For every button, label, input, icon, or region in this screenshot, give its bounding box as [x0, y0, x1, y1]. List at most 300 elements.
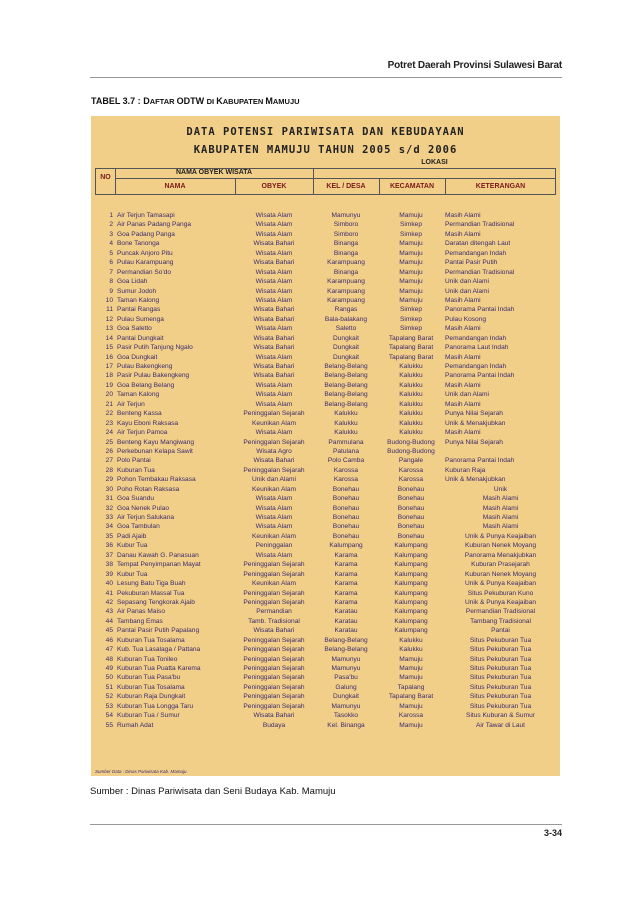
row-keterangan: Tambang Tradisional	[470, 617, 531, 625]
row-obyek: Wisata Alam	[255, 391, 293, 399]
page-number: 3-34	[543, 828, 562, 838]
row-kecamatan: Kalukku	[399, 646, 423, 654]
row-nama: Benteng Kassa	[117, 410, 162, 418]
row-kel-desa: Binanga	[333, 268, 359, 276]
header-divider	[555, 168, 556, 194]
row-nama: Kuburan Raja Dungkait	[117, 693, 186, 701]
header-kel-desa: KEL / DESA	[326, 183, 366, 190]
row-nama: Polo Pantai	[117, 457, 151, 465]
row-keterangan: Situs Pekuburan Tua	[469, 636, 532, 644]
row-kel-desa: Kalumpang	[329, 542, 363, 550]
row-kecamatan: Kalumpang	[394, 561, 428, 569]
row-nama: Air Terjun	[117, 400, 145, 408]
header-divider	[313, 168, 314, 194]
table-row	[95, 296, 556, 305]
row-obyek: Budaya	[262, 721, 286, 729]
row-nama: Kuburan Tua Puatta Karema	[117, 665, 201, 672]
table-row	[95, 371, 556, 380]
row-kel-desa: Karampuang	[327, 296, 365, 304]
row-kecamatan: Kalukku	[399, 363, 423, 370]
row-number: 5	[109, 249, 113, 257]
table-row	[95, 475, 556, 484]
row-kecamatan: Mamuju	[399, 287, 423, 295]
row-keterangan: Permandian Tradisional	[445, 221, 515, 229]
row-kel-desa: Karossa	[333, 476, 359, 484]
row-obyek: Wisata Alam	[255, 268, 293, 276]
row-number: 55	[105, 721, 113, 729]
row-kecamatan: Mamuju	[399, 278, 423, 286]
row-number: 32	[105, 504, 113, 512]
row-kecamatan: Kalukku	[399, 381, 423, 389]
table-row	[95, 551, 556, 560]
row-nama: Permandian So'do	[117, 268, 172, 276]
row-kecamatan: Karossa	[398, 476, 424, 484]
row-kecamatan: Kalukku	[399, 372, 423, 380]
row-number: 42	[105, 598, 113, 606]
table-row	[95, 636, 556, 645]
source-caption: Sumber : Dinas Pariwisata dan Seni Budaya Kab. Mamuju	[90, 786, 336, 797]
row-kecamatan: Mamuju	[399, 665, 423, 672]
row-obyek: Wisata Bahari	[253, 240, 295, 248]
row-number: 29	[105, 476, 113, 484]
row-kel-desa: Belang-Belang	[324, 372, 368, 380]
row-kel-desa: Karatau	[334, 627, 358, 635]
row-obyek: Peninggalan	[255, 542, 293, 550]
table-row	[95, 428, 556, 437]
row-keterangan: Situs Pekuburan Tua	[469, 674, 532, 682]
row-number: 28	[105, 466, 113, 474]
row-nama: Kuburan Tua Longga Taru	[117, 702, 194, 710]
row-nama: Goa Lidah	[117, 278, 148, 286]
table-name-part: K	[216, 96, 223, 106]
row-nama: Goa Padang Panga	[117, 230, 175, 238]
row-keterangan: Situs Pekuburan Tua	[469, 665, 532, 672]
table-row	[95, 258, 556, 267]
row-kecamatan: Karossa	[398, 712, 424, 720]
table-row	[95, 353, 556, 362]
row-obyek: Peninggalan Sejarah	[243, 636, 305, 644]
table-row	[95, 485, 556, 494]
header-kecamatan: KECAMATAN	[389, 183, 435, 190]
row-obyek: Wisata Bahari	[253, 363, 295, 370]
row-number: 35	[105, 532, 113, 540]
row-nama: Pohon Tembakau Raksasa	[117, 476, 196, 484]
table-row	[95, 466, 556, 475]
row-kecamatan: Budong-Budong	[387, 447, 435, 455]
row-nama: Kub. Tua Lasalaga / Pattana	[117, 646, 201, 654]
row-keterangan: Panorama Pantai Indah	[445, 372, 515, 380]
table-row	[95, 390, 556, 399]
row-kecamatan: Bonehau	[397, 532, 425, 540]
row-keterangan: Masih Alami	[445, 381, 481, 389]
table-row	[95, 664, 556, 673]
row-nama: Pasir Putih Tanjung Ngalo	[117, 344, 193, 352]
row-nama: Goa Suandu	[117, 495, 155, 503]
row-kecamatan: Simkep	[400, 325, 422, 333]
row-nama: Puncak Anjoro Pitu	[117, 249, 173, 257]
row-obyek: Peninggalan Sejarah	[243, 646, 305, 654]
row-obyek: Wisata Alam	[255, 325, 293, 333]
table-caption	[91, 96, 300, 106]
row-keterangan: Pemandangan Indah	[445, 249, 507, 257]
row-obyek: Peninggalan Sejarah	[243, 683, 305, 691]
row-kel-desa: Pasa'bu	[334, 674, 358, 682]
row-kecamatan: Kalumpang	[394, 551, 428, 559]
row-kecamatan: Kalukku	[399, 429, 423, 437]
row-number: 27	[105, 457, 113, 465]
table-row	[95, 541, 556, 550]
row-obyek: Peninggalan Sejarah	[243, 655, 305, 663]
row-number: 23	[105, 419, 113, 427]
row-obyek: Keunikan Alam	[252, 580, 296, 588]
row-kel-desa: Dungkait	[332, 353, 360, 361]
row-keterangan: Situs Pekuburan Tua	[469, 683, 532, 691]
row-kecamatan: Bonehau	[397, 485, 425, 493]
row-kel-desa: Karama	[334, 570, 358, 578]
row-number: 54	[105, 712, 113, 720]
row-nama: Sumur Jodoh	[117, 287, 157, 295]
row-kecamatan: Simkep	[400, 315, 422, 323]
row-nama: Sepasang Tengkorak Ajaib	[117, 598, 195, 606]
row-kel-desa: Karama	[334, 551, 358, 559]
row-kel-desa: Mamunyu	[331, 655, 361, 663]
row-obyek: Peninggalan Sejarah	[243, 438, 305, 446]
table-row	[95, 456, 556, 465]
row-number: 3	[109, 230, 113, 238]
table-row	[95, 513, 556, 522]
tourism-data-image	[91, 116, 560, 776]
row-keterangan: Masih Alami	[445, 230, 481, 238]
row-keterangan: Masih Alami	[445, 429, 481, 437]
row-kel-desa: Bonehau	[332, 514, 360, 521]
row-obyek: Unik dan Alami	[252, 476, 296, 484]
row-kecamatan: Bonehau	[397, 495, 425, 503]
row-obyek: Wisata Alam	[255, 495, 293, 503]
table-row	[95, 409, 556, 418]
row-nama: Goa Dungkait	[117, 353, 158, 361]
row-kecamatan: Kalumpang	[394, 627, 428, 635]
row-keterangan: Masih Alami	[445, 212, 481, 219]
row-kecamatan: Mamuju	[399, 674, 423, 682]
row-keterangan: Permandian Tradisional	[445, 268, 515, 276]
table-row	[95, 362, 556, 371]
row-number: 43	[105, 608, 113, 616]
row-kecamatan: Kalumpang	[394, 617, 428, 625]
row-obyek: Peninggalan Sejarah	[243, 410, 305, 418]
row-number: 26	[105, 447, 113, 455]
row-kel-desa: Karatau	[334, 617, 358, 625]
row-number: 16	[105, 353, 113, 361]
row-number: 25	[105, 438, 113, 446]
table-row	[95, 249, 556, 258]
row-obyek: Wisata Bahari	[253, 334, 295, 342]
row-nama: Air Terjun Salukana	[117, 514, 175, 521]
table-name-part: DI	[206, 97, 217, 106]
row-keterangan: Situs Pekuburan Tua	[469, 655, 532, 663]
row-keterangan: Unik & Punya Keajaiban	[464, 598, 537, 606]
row-number: 48	[105, 655, 113, 663]
row-obyek: Wisata Bahari	[253, 259, 295, 267]
row-obyek: Peninggalan Sejarah	[243, 693, 305, 701]
header-no: NO	[100, 174, 111, 181]
panel-subtitle: KABUPATEN MAMUJU TAHUN 2005 s/d 2006	[193, 144, 458, 156]
row-nama: Pulau Karampuang	[117, 259, 174, 267]
row-kecamatan: Mamuju	[399, 721, 423, 729]
row-keterangan: Situs Pekuburan Tua	[469, 702, 532, 710]
row-keterangan: Pemandangan Indah	[445, 363, 507, 370]
row-kel-desa: Rangas	[334, 306, 358, 314]
row-nama: Tempat Penyimpanan Mayat	[117, 561, 201, 569]
table-row	[95, 607, 556, 616]
row-obyek: Wisata Alam	[255, 296, 293, 304]
row-number: 20	[105, 391, 113, 399]
row-kecamatan: Tapalang Barat	[388, 334, 434, 342]
row-kecamatan: Karossa	[398, 466, 424, 474]
table-row	[95, 692, 556, 701]
row-kel-desa: Karampuang	[327, 278, 365, 286]
row-kecamatan: Bonehau	[397, 514, 425, 521]
row-number: 21	[105, 400, 113, 408]
row-obyek: Wisata Bahari	[253, 457, 295, 465]
row-nama: Kuburan Tua Tosalama	[117, 636, 185, 644]
row-kecamatan: Kalukku	[399, 400, 423, 408]
table-row	[95, 570, 556, 579]
table-row	[95, 494, 556, 503]
row-kecamatan: Kalukku	[399, 636, 423, 644]
row-kel-desa: Karampuang	[327, 259, 365, 267]
row-kel-desa: Bonehau	[332, 523, 360, 531]
row-kel-desa: Dungkait	[332, 334, 360, 342]
table-row	[95, 683, 556, 692]
row-kecamatan: Kalukku	[399, 391, 423, 399]
row-number: 47	[105, 646, 113, 654]
row-keterangan: Situs Pekuburan Tua	[469, 693, 532, 701]
row-kel-desa: Mamunyu	[331, 702, 361, 710]
row-keterangan: Kuburan Nenek Moyang	[464, 542, 537, 550]
table-row	[95, 230, 556, 239]
row-kecamatan: Kalumpang	[394, 608, 428, 616]
panel-source-note: Sumber Data : Dinas Pariwisata Kab. Mamuju	[95, 769, 187, 774]
table-row	[95, 721, 556, 730]
row-obyek: Wisata Alam	[255, 287, 293, 295]
table-row	[95, 522, 556, 531]
row-keterangan: Pantai Pasir Putih	[445, 259, 498, 267]
row-obyek: Peninggalan Sejarah	[243, 598, 305, 606]
row-nama: Air Terjun Tamasapi	[117, 212, 175, 219]
row-obyek: Wisata Bahari	[253, 315, 295, 323]
row-keterangan: Situs Kuburan & Sumur	[466, 712, 535, 720]
row-kel-desa: Bonehau	[332, 532, 360, 540]
row-keterangan: Situs Pekuburan Kuno	[467, 589, 534, 597]
row-keterangan: Panorama Pantai Indah	[445, 306, 515, 314]
header-nama: NAMA	[164, 183, 186, 190]
row-kecamatan: Kalukku	[399, 419, 423, 427]
row-kecamatan: Kalumpang	[394, 589, 428, 597]
row-keterangan: Masih Alami	[482, 523, 519, 531]
table-row	[95, 447, 556, 456]
table-name-part: M	[265, 96, 273, 106]
row-kel-desa: Saletto	[335, 325, 357, 333]
row-nama: Padi Ajaib	[117, 532, 147, 540]
row-obyek: Keunikan Alam	[252, 485, 296, 493]
row-number: 6	[109, 259, 113, 267]
row-nama: Taman Kalong	[117, 296, 160, 304]
row-obyek: Wisata Alam	[255, 504, 293, 512]
row-number: 12	[105, 315, 113, 323]
row-keterangan: Panorama Pantai Indah	[445, 457, 515, 465]
table-row	[95, 702, 556, 711]
row-keterangan: Kuburan Prasejarah	[471, 561, 530, 569]
row-keterangan: Panorama Laut Indah	[445, 344, 509, 352]
header-divider	[95, 168, 96, 194]
row-number: 49	[105, 665, 113, 672]
row-keterangan: Unik & Menakjubkan	[445, 476, 506, 484]
row-obyek: Wisata Bahari	[253, 344, 295, 352]
row-number: 38	[105, 561, 113, 569]
row-kel-desa: Bala-balakang	[324, 315, 368, 323]
row-kel-desa: Dungkait	[332, 344, 360, 352]
row-kecamatan: Kalumpang	[394, 570, 428, 578]
row-obyek: Keunikan Alam	[252, 532, 296, 540]
row-number: 33	[105, 514, 113, 521]
table-row	[95, 305, 556, 314]
row-kel-desa: Karossa	[333, 466, 359, 474]
row-nama: Kuburan Tua	[117, 466, 155, 474]
header-obyek: OBYEK	[261, 183, 287, 190]
row-number: 46	[105, 636, 113, 644]
row-keterangan: Unik & Menakjubkan	[445, 419, 506, 427]
row-kel-desa: Karama	[334, 561, 358, 569]
header-rule-mid-left	[115, 178, 313, 179]
row-number: 24	[105, 429, 113, 437]
row-obyek: Wisata Alam	[255, 514, 293, 521]
row-kecamatan: Kalumpang	[394, 542, 428, 550]
row-kel-desa: Karama	[334, 589, 358, 597]
row-kel-desa: Polo Camba	[327, 457, 365, 465]
row-kel-desa: Binanga	[333, 249, 359, 257]
row-kel-desa: Bonehau	[332, 495, 360, 503]
header-group-lokasi: LOKASI	[421, 159, 448, 166]
row-kel-desa: Mamunyu	[331, 665, 361, 672]
row-kecamatan: Tapalang Barat	[388, 344, 434, 352]
row-nama: Air Panas Maiso	[117, 608, 166, 616]
row-number: 31	[105, 495, 113, 503]
row-kel-desa: Mamunyu	[331, 212, 361, 219]
table-row	[95, 579, 556, 588]
row-obyek: Peninggalan Sejarah	[243, 702, 305, 710]
row-nama: Air Terjun Pamoa	[117, 429, 168, 437]
row-number: 52	[105, 693, 113, 701]
row-number: 17	[105, 363, 113, 370]
row-number: 51	[105, 683, 113, 691]
row-kecamatan: Simkep	[400, 221, 422, 229]
row-kecamatan: Simkep	[400, 230, 422, 238]
row-kel-desa: Bonehau	[332, 504, 360, 512]
row-kecamatan: Mamuju	[399, 259, 423, 267]
row-kel-desa: Karampuang	[327, 287, 365, 295]
row-nama: Bone Tanonga	[117, 240, 160, 248]
row-obyek: Wisata Alam	[255, 551, 293, 559]
row-nama: Kuburan Tua Tosalama	[117, 683, 185, 691]
table-prefix: TABEL 3.7 :	[91, 96, 144, 106]
row-obyek: Wisata Alam	[255, 400, 293, 408]
table-row	[95, 268, 556, 277]
row-kel-desa: Pammulana	[328, 438, 364, 446]
row-obyek: Peninggalan Sejarah	[243, 570, 305, 578]
row-keterangan: Daratan ditengah Laut	[445, 240, 511, 248]
table-row	[95, 438, 556, 447]
row-obyek: Keunikan Alam	[252, 419, 296, 427]
row-number: 1	[109, 212, 113, 219]
row-nama: Pasir Pulau Bakengkeng	[117, 372, 190, 380]
row-keterangan: Unik dan Alami	[445, 278, 489, 286]
table-name-part: AMUJU	[272, 97, 300, 106]
table-row	[95, 560, 556, 569]
row-obyek: Wisata Alam	[255, 278, 293, 286]
row-keterangan: Masih Alami	[482, 514, 519, 521]
row-kel-desa: Binanga	[333, 240, 359, 248]
row-number: 18	[105, 372, 113, 380]
table-name-part: ODTW	[176, 96, 207, 106]
row-keterangan: Air Tawar di Laut	[476, 721, 525, 729]
table-row	[95, 287, 556, 296]
row-number: 30	[105, 485, 113, 493]
row-keterangan: Kuburan Nenek Moyang	[464, 570, 537, 578]
row-nama: Pantai Pasir Putih Papalang	[117, 627, 200, 635]
row-number: 41	[105, 589, 113, 597]
row-number: 9	[109, 287, 113, 295]
row-number: 10	[105, 296, 113, 304]
table-row	[95, 598, 556, 607]
row-number: 50	[105, 674, 113, 682]
row-kecamatan: Pangale	[398, 457, 424, 465]
row-number: 36	[105, 542, 113, 550]
row-kel-desa: Belang-Belang	[324, 646, 368, 654]
row-obyek: Wisata Bahari	[253, 306, 295, 314]
row-keterangan: Masih Alami	[445, 296, 481, 304]
row-number: 15	[105, 344, 113, 352]
table-row	[95, 532, 556, 541]
row-kel-desa: Belang-Belang	[324, 400, 368, 408]
row-nama: Kuburan Tua / Sumur	[117, 712, 180, 720]
row-number: 34	[105, 523, 113, 531]
row-kel-desa: Karama	[334, 598, 358, 606]
table-row	[95, 711, 556, 720]
row-number: 39	[105, 570, 113, 578]
row-obyek: Wisata Alam	[255, 523, 293, 531]
row-keterangan: Unik dan Alami	[445, 287, 489, 295]
row-kecamatan: Kalumpang	[394, 598, 428, 606]
row-nama: Kubur Tua	[117, 570, 148, 578]
row-kel-desa: Belang-Belang	[324, 391, 368, 399]
row-keterangan: Unik & Punya Keajaiban	[464, 532, 537, 540]
header-group-nama-obyek: NAMA OBYEK WISATA	[175, 169, 253, 176]
row-nama: Perkebunan Kelapa Sawit	[117, 447, 193, 455]
table-row	[95, 419, 556, 428]
row-keterangan: Kuburan Raja	[445, 466, 486, 474]
row-obyek: Wisata Bahari	[253, 627, 295, 635]
table-row	[95, 277, 556, 286]
row-kel-desa: Belang-Belang	[324, 363, 368, 370]
row-kel-desa: Galung	[335, 683, 357, 691]
row-obyek: Peninggalan Sejarah	[243, 466, 305, 474]
row-keterangan: Pulau Kosong	[445, 315, 487, 323]
panel-title: DATA POTENSI PARIWISATA DAN KEBUDAYAAN	[186, 126, 465, 138]
row-keterangan: Punya Nilai Sejarah	[445, 410, 503, 418]
row-nama: Pantai Rangas	[117, 306, 161, 314]
row-number: 44	[105, 617, 113, 625]
row-nama: Goa Saletto	[117, 325, 152, 333]
